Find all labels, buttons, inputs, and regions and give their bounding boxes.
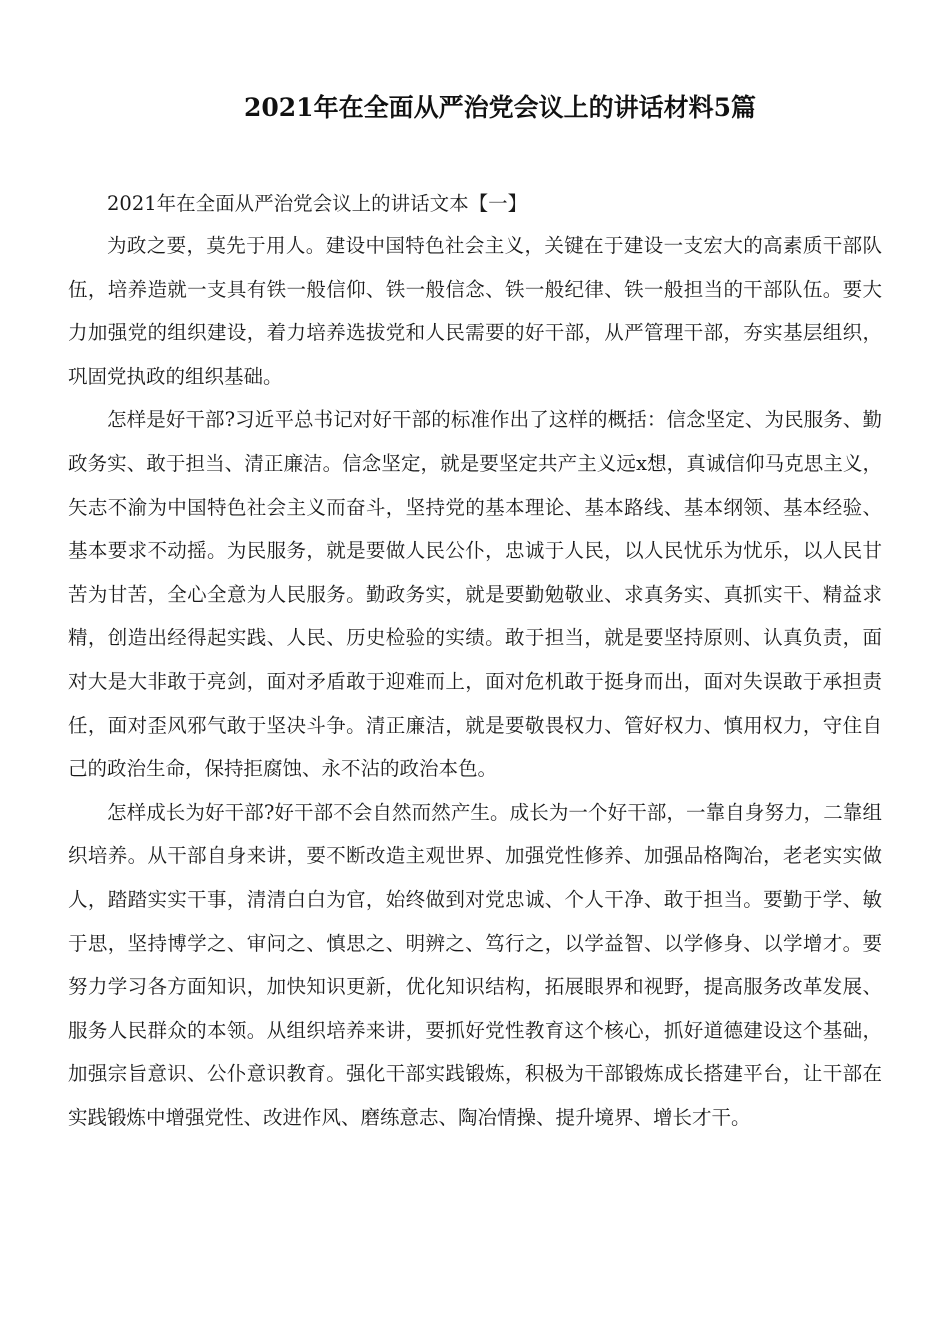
section-heading: 2021年在全面从严治党会议上的讲话文本【一】 xyxy=(107,192,528,215)
document-title: 2021年在全面从严治党会议上的讲话材料5篇 xyxy=(244,93,756,122)
paragraph-1: 为政之要，莫先于用人。建设中国特色社会主义，关键在于建设一支宏大的高素质干部队伍，培养造就一支具有铁一般信仰、铁一般信念、铁一般纪律、铁一般担当的干部队伍。要大力加强党的组织建设，着力培养选拔党和人民需要的好干部，从严管理干部，夯实基层组织，巩固党执政的组织基础。 xyxy=(68,234,882,388)
paragraph-3: 怎样成长为好干部?好干部不会自然而然产生。成长为一个好干部，一靠自身努力，二靠组织培养。从干部自身来讲，要不断改造主观世界、加强党性修养、加强品格陶冶，老老实实做人，踏踏实实干事，清清白白为官，始终做到对党忠诚、个人干净、敢于担当。要勤于学、敏于思，坚持博学之、审问之、慎思之、明辨之、笃行之，以学益智、以学修身、以学增才。要努力学习各方面知识，加快知识更新，优化知识结构，拓展眼界和视野，提高服务改革发展、服务人民群众的本领。从组织培养来讲，要抓好党性教育这个核心，抓好道德建设这个基础，加强宗旨意识、公仆意识教育。强化干部实践锻炼，积极为干部锻炼成长搭建平台，让干部在实践锻炼中增强党性、改进作风、磨练意志、陶冶情操、提升境界、增长才干。 xyxy=(68,800,882,1129)
document-body xyxy=(68,183,882,1139)
paragraph-2: 怎样是好干部?习近平总书记对好干部的标准作出了这样的概括：信念坚定、为民服务、勤政务实、敢于担当、清正廉洁。信念坚定，就是要坚定共产主义远x想，真诚信仰马克思主义，矢志不渝为中国特色社会主义而奋斗，坚持党的基本理论、基本路线、基本纲领、基本经验、基本要求不动摇。为民服务，就是要做人民公仆，忠诚于人民，以人民忧乐为忧乐，以人民甘苦为甘苦，全心全意为人民服务。勤政务实，就是要勤勉敬业、求真务实、真抓实干、精益求精，创造出经得起实践、人民、历史检验的实绩。敢于担当，就是要坚持原则、认真负责，面对大是大非敢于亮剑，面对矛盾敢于迎难而上，面对危机敢于挺身而出，面对失误敢于承担责任，面对歪风邪气敢于坚决斗争。清正廉洁，就是要敬畏权力、管好权力、慎用权力，守住自己的政治生命，保持拒腐蚀、永不沾的政治本色。 xyxy=(68,408,882,781)
